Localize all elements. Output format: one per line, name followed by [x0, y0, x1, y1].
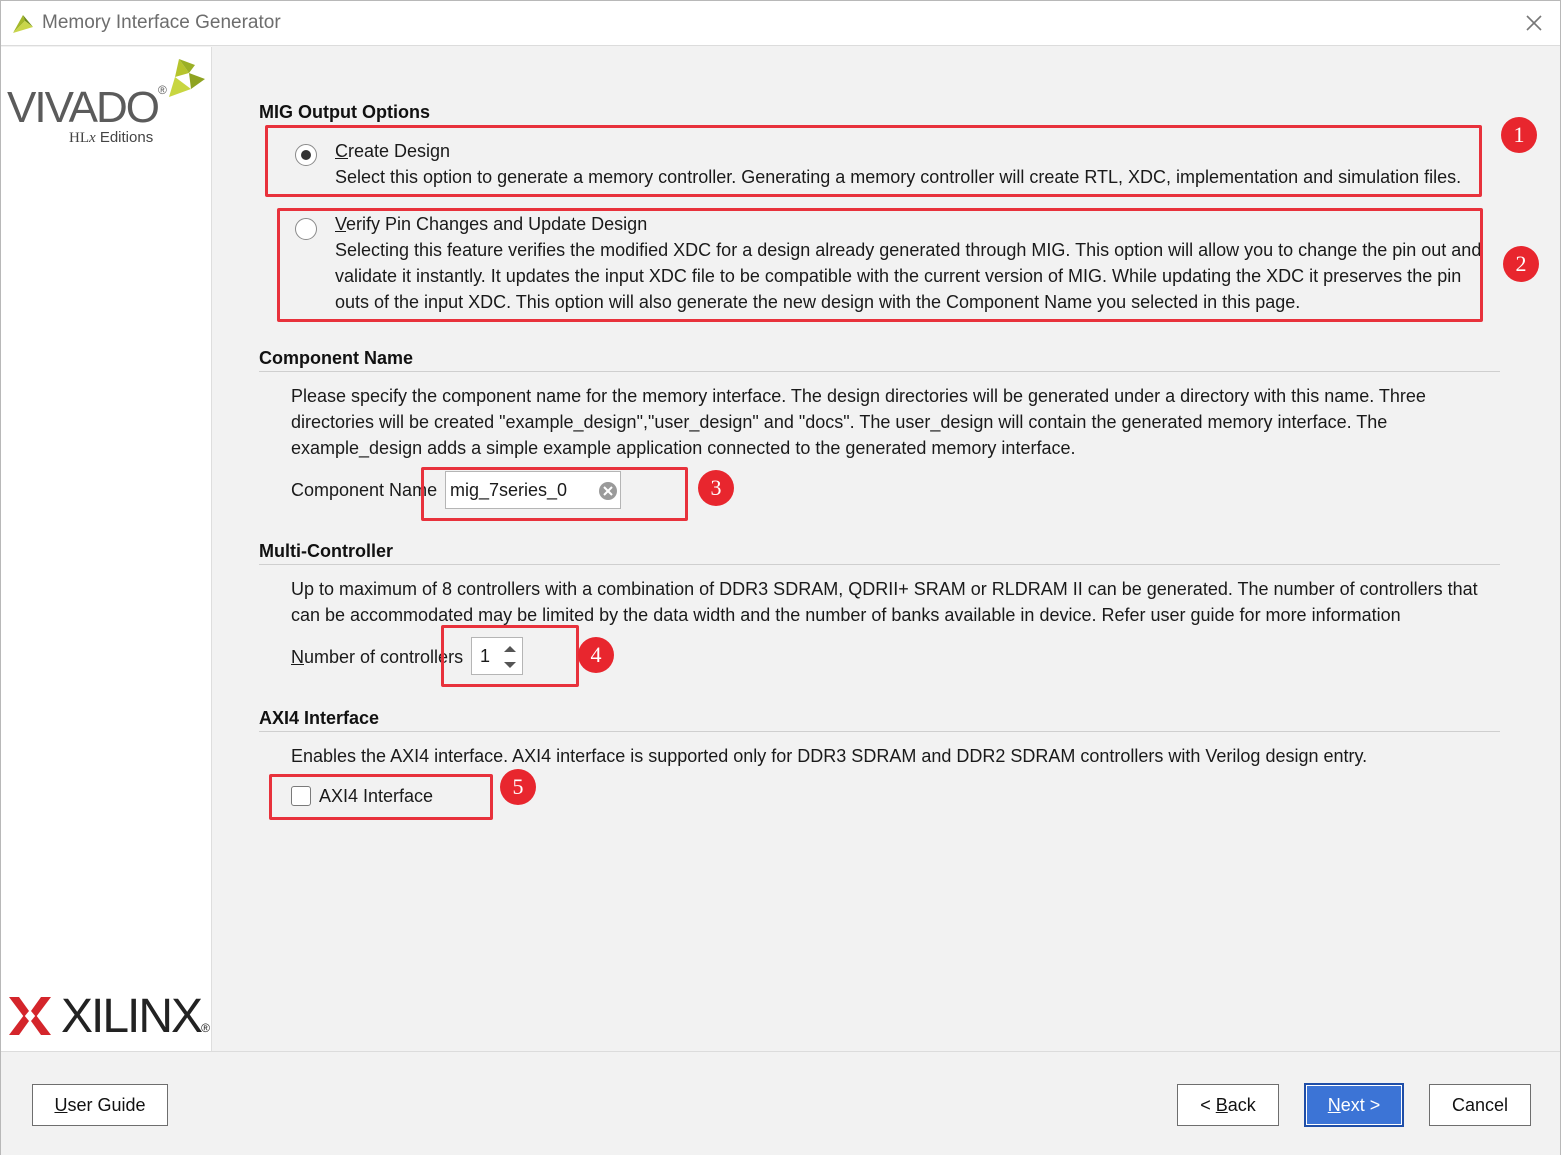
axi4-description: Enables the AXI4 interface. AXI4 interface is supported only for DDR3 SDRAM and DDR2 SDRAM controllers with Verilog design entry. [291, 746, 1368, 766]
component-name-description-line: Please specify the component name for the memory interface. The design directories will be generated under a directory with this name. Three [291, 386, 1426, 406]
annotation-badge-5: 5 [500, 769, 536, 805]
verify-pin-changes-label[interactable]: Verify Pin Changes and Update Design [335, 214, 648, 234]
back-button[interactable]: < Back [1177, 1084, 1279, 1126]
vivado-logo: VIVADO® HLx Editions [7, 55, 207, 140]
create-design-description: Select this option to generate a memory controller. Generating a memory controller will create RTL, XDC, implementation and simulation files. [335, 167, 1462, 187]
annotation-box-1 [265, 125, 1482, 197]
window-title: Memory Interface Generator [42, 12, 281, 33]
component-name-field-label: Component Name [291, 480, 438, 500]
component-name-description-line: example_design adds a simple example application connected to the generated memory interface. [291, 438, 1076, 458]
user-guide-button[interactable]: User Guide [32, 1084, 168, 1126]
component-name-description-line: directories will be created "example_design","user_design" and "docs". The user_design will contain the generated memory interface. The [291, 412, 1388, 432]
close-icon[interactable] [1524, 13, 1544, 33]
next-button[interactable]: Next > [1304, 1083, 1404, 1127]
annotation-badge-4: 4 [578, 637, 614, 673]
component-name-title: Component Name [259, 348, 414, 368]
component-name-value: mig_7series_0 [450, 480, 568, 500]
section-divider [259, 564, 1500, 565]
number-of-controllers-label: Number of controllers [291, 647, 464, 667]
vivado-app-icon [11, 11, 35, 35]
axi4-interface-checkbox-label[interactable]: AXI4 Interface [319, 786, 434, 806]
annotation-badge-3: 3 [698, 470, 734, 506]
multi-controller-description-line: Up to maximum of 8 controllers with a combination of DDR3 SDRAM, QDRII+ SRAM or RLDRAM II can be generated. The number of controllers that [291, 579, 1478, 599]
cancel-button[interactable]: Cancel [1429, 1084, 1531, 1126]
xilinx-x-icon [7, 995, 53, 1037]
annotation-box-5 [269, 774, 493, 820]
xilinx-logo: XILINX® [7, 987, 211, 1047]
wizard-footer [1, 1051, 1560, 1155]
annotation-badge-1: 1 [1501, 117, 1537, 153]
annotation-box-2 [277, 208, 1483, 322]
wizard-page-content [213, 47, 1560, 1051]
multi-controller-description-line: can be accommodated may be limited by the data width and the number of banks available in device. Refer user guide for more information [291, 605, 1401, 625]
annotation-box-4 [441, 625, 579, 687]
sidebar [1, 47, 212, 1051]
section-divider [259, 371, 1500, 372]
verify-description-line: Selecting this feature verifies the modified XDC for a design already generated through MIG. This option will allow you to change the pin out and [335, 240, 1482, 260]
multi-controller-title: Multi-Controller [259, 541, 393, 561]
mig-output-options-title: MIG Output Options [259, 102, 430, 122]
verify-description-line: validate it instantly. It updates the input XDC file to be compatible with the current version of MIG. While updating the XDC it preserves the pin [335, 266, 1462, 286]
axi4-interface-title: AXI4 Interface [259, 708, 380, 728]
section-divider [259, 731, 1500, 732]
vivado-leaf-icon [165, 57, 207, 99]
annotation-badge-2: 2 [1503, 246, 1539, 282]
annotation-box-3 [421, 467, 688, 521]
title-bar [1, 1, 1560, 46]
number-of-controllers-value: 1 [480, 646, 491, 666]
verify-description-line: outs of the input XDC. This option will also generate the new design with the Component Name you selected in this page. [335, 292, 1301, 312]
create-design-label[interactable]: Create Design [335, 141, 451, 161]
